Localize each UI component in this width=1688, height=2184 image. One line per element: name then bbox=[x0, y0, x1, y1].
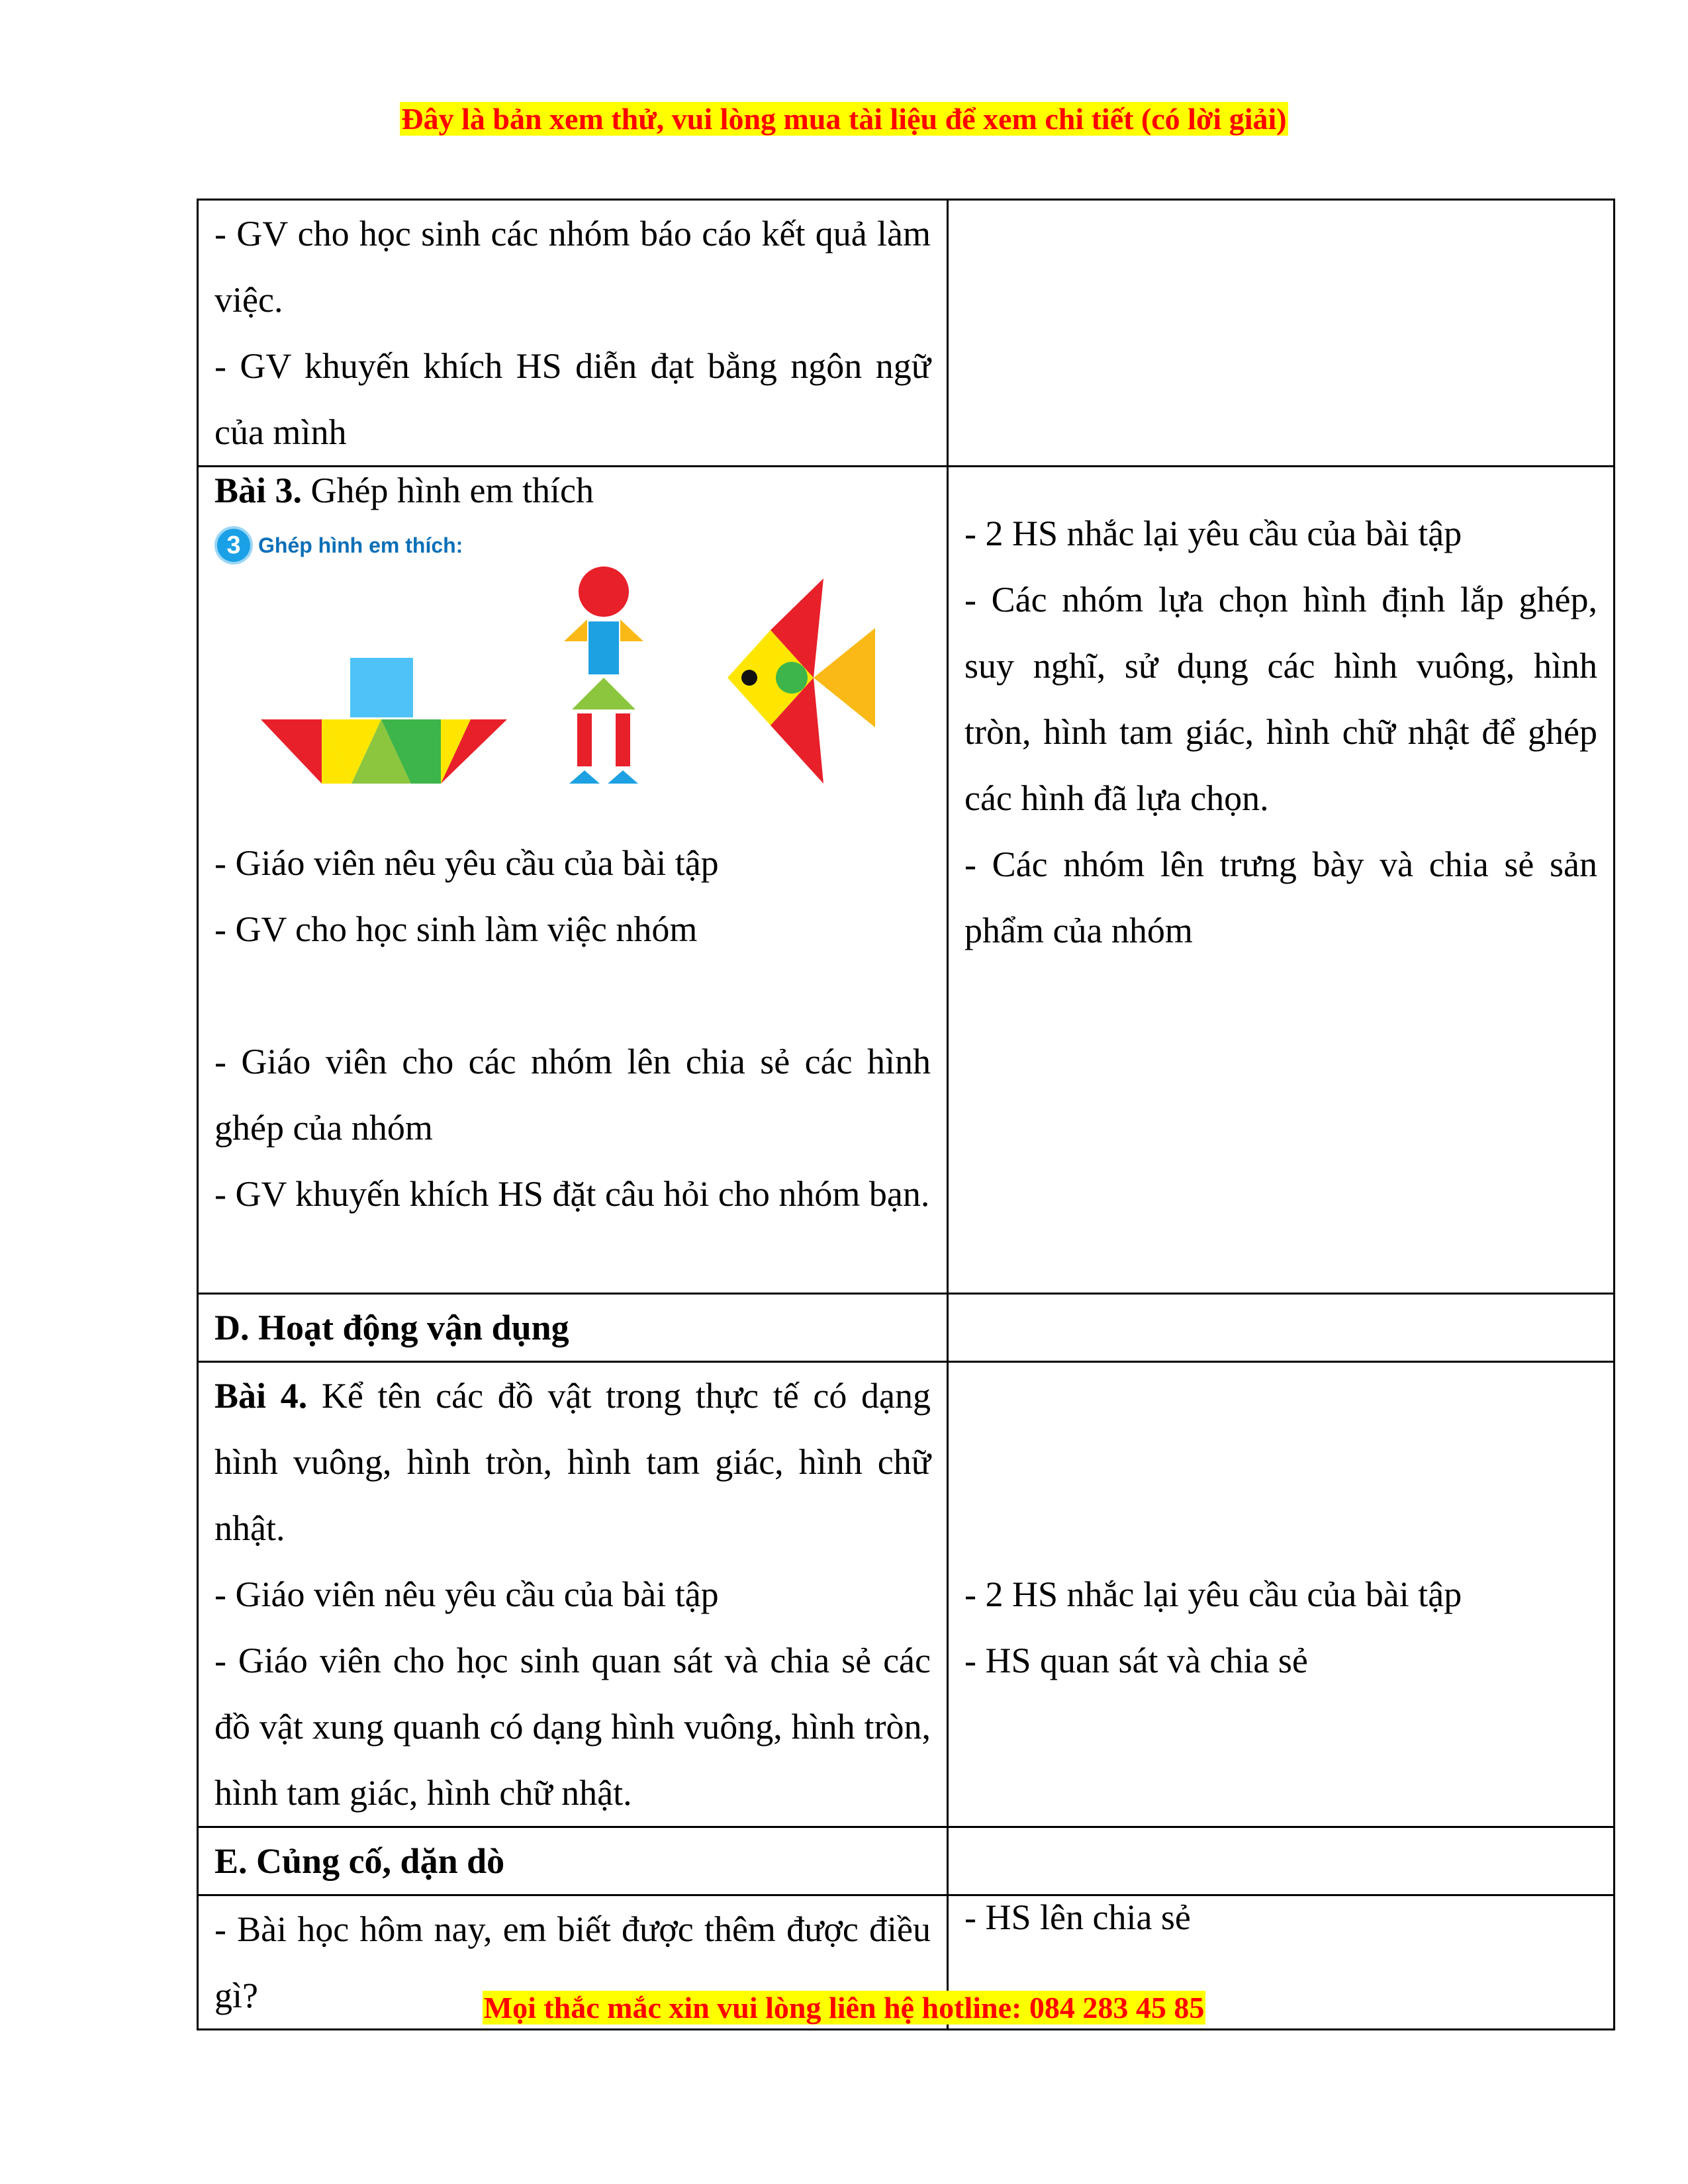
person-skirt-triangle bbox=[572, 678, 635, 709]
student-line: - 2 HS nhắc lại yêu cầu của bài tập bbox=[964, 1574, 1462, 1614]
student-cell bbox=[948, 200, 1615, 467]
teacher-line: - Bài học hôm nay, em biết được thêm được điều gì? bbox=[214, 1909, 931, 2015]
person-leg-rect bbox=[616, 713, 630, 766]
teacher-cell bbox=[198, 467, 948, 1294]
teacher-line: - GV cho học sinh làm việc nhóm bbox=[214, 909, 698, 949]
person-leg-rect bbox=[577, 713, 592, 766]
exercise-number-badge: 3 bbox=[214, 526, 253, 565]
person-body-rect bbox=[588, 621, 619, 674]
person-head-circle bbox=[579, 567, 629, 617]
teacher-line: - Giáo viên cho các nhóm lên chia sẻ các hình ghép của nhóm bbox=[214, 1042, 931, 1148]
student-cell bbox=[948, 467, 1615, 1294]
teacher-line: - GV khuyến khích HS đặt câu hỏi cho nhóm bạn. bbox=[214, 1174, 930, 1214]
section-heading: E. Củng cố, dặn dò bbox=[198, 1827, 948, 1895]
exercise-header bbox=[214, 525, 931, 565]
fish-shape-figure bbox=[727, 578, 875, 784]
student-line: - HS lên chia sẻ bbox=[964, 1897, 1191, 1937]
fish-circle bbox=[776, 662, 808, 694]
table-row bbox=[198, 467, 1615, 1294]
teacher-line: - Giáo viên nêu yêu cầu của bài tập bbox=[214, 1574, 719, 1614]
hotline-notice: Mọi thắc mắc xin vui lòng liên hệ hotline: 084 283 45 85 bbox=[483, 1991, 1205, 2025]
student-cell bbox=[948, 1294, 1615, 1362]
student-line: - Các nhóm lên trưng bày và chia sẻ sản phẩm của nhóm bbox=[964, 844, 1597, 950]
teacher-cell bbox=[198, 200, 948, 467]
person-shape-figure bbox=[564, 567, 643, 784]
lesson-table bbox=[197, 199, 1615, 2030]
boat-left-triangle bbox=[261, 719, 322, 784]
teacher-line: - Giáo viên cho học sinh quan sát và chia sẻ các đồ vật xung quanh có dạng hình vuông, hình tròn, hình tam giác, hình chữ nhật. bbox=[214, 1641, 931, 1813]
exercise-title: Bài 4. Kể tên các đồ vật trong thực tế có dạng hình vuông, hình tròn, hình tam giác, hình chữ nhật. bbox=[214, 1376, 931, 1548]
teacher-line: - GV khuyến khích HS diễn đạt bằng ngôn ngữ của mình bbox=[214, 346, 931, 452]
person-foot-triangle bbox=[608, 770, 638, 784]
exercise-label: Ghép hình em thích: bbox=[258, 533, 463, 557]
person-arm-triangle bbox=[564, 619, 587, 641]
table-row bbox=[198, 1827, 1615, 1895]
boat-square bbox=[350, 658, 413, 717]
student-line: - 2 HS nhắc lại yêu cầu của bài tập bbox=[964, 514, 1462, 553]
table-row bbox=[198, 1294, 1615, 1362]
student-line: - Các nhóm lựa chọn hình định lắp ghép, suy nghĩ, sử dụng các hình vuông, hình tròn, hình tam giác, hình chữ nhật để ghép các hình đã lựa chọn. bbox=[964, 580, 1597, 818]
fish-eye-circle bbox=[741, 670, 757, 686]
teacher-line: - Giáo viên nêu yêu cầu của bài tập bbox=[214, 843, 719, 883]
student-cell bbox=[948, 1362, 1615, 1827]
table-row bbox=[198, 1362, 1615, 1827]
student-cell bbox=[948, 1827, 1615, 1895]
preview-notice: Đây là bản xem thử, vui lòng mua tài liệu để xem chi tiết (có lời giải) bbox=[401, 102, 1287, 136]
boat-shape-figure bbox=[261, 658, 507, 784]
spacer bbox=[214, 962, 931, 1028]
shape-illustration bbox=[241, 565, 916, 830]
fish-tail-triangle bbox=[814, 628, 875, 727]
exercise-title: Bài 3. Ghép hình em thích bbox=[214, 471, 594, 510]
student-line: - HS quan sát và chia sẻ bbox=[964, 1641, 1308, 1680]
teacher-cell bbox=[198, 1362, 948, 1827]
person-foot-triangle bbox=[569, 770, 600, 784]
person-arm-triangle bbox=[620, 619, 643, 641]
table-row bbox=[198, 200, 1615, 467]
section-heading: D. Hoạt động vận dụng bbox=[198, 1294, 948, 1362]
teacher-line: - GV cho học sinh các nhóm báo cáo kết quả làm việc. bbox=[214, 214, 931, 320]
